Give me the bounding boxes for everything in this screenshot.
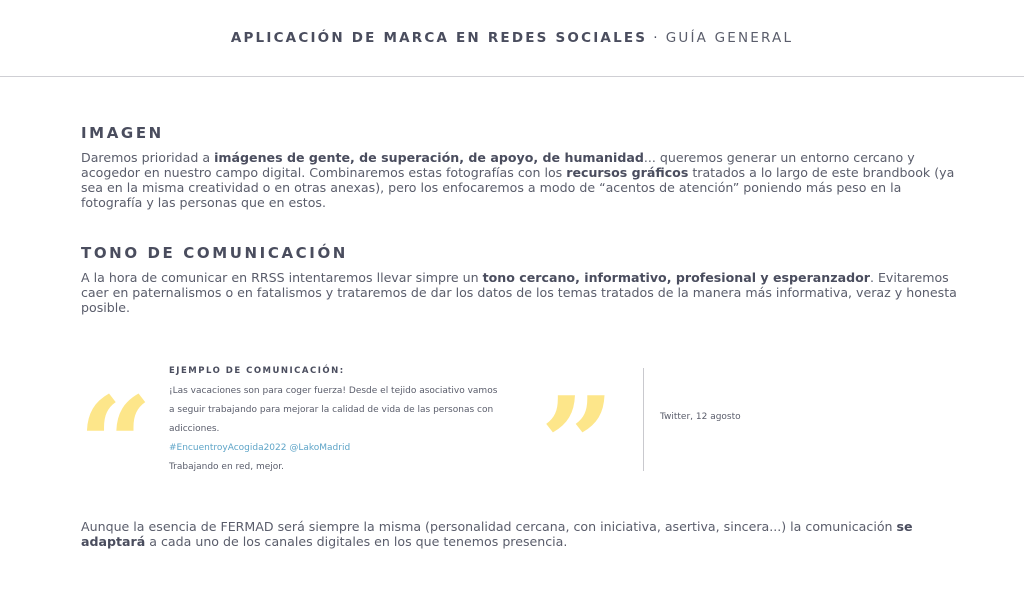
header-separator: · <box>653 30 660 46</box>
text-segment: A la hora de comunicar en RRSS intentaremos llevar simpre un <box>81 270 483 285</box>
section-tono <box>81 244 961 315</box>
text-segment: Aunque la esencia de FERMAD será siempre la misma (personalidad cercana, con iniciativa, asertiva, sincera...) la comunicación <box>81 519 897 534</box>
page-header <box>0 0 1024 77</box>
text-segment: tratados a lo largo de este brandbook (ya sea en la misma creatividad o en otras anexas), pero los enfocaremos a modo de “acentos de atención” poniendo más peso en la fotografía y las personas que en estos. <box>81 165 955 210</box>
section-text <box>81 270 961 315</box>
closing-paragraph <box>81 519 961 549</box>
example-line: ¡Las vacaciones son para coger fuerza! Desde el tejido asociativo vamos <box>169 386 498 396</box>
example-source: Twitter, 12 agosto <box>660 412 741 422</box>
section-imagen <box>81 124 961 210</box>
section-text <box>81 150 961 210</box>
text-bold: tono cercano, informativo, profesional y esperanzador <box>482 270 870 285</box>
example-hashtags: #EncuentroyAcogida2022 @LakoMadrid <box>169 443 351 453</box>
example-line: adicciones. <box>169 424 220 434</box>
example-block <box>169 366 539 477</box>
section-title: IMAGEN <box>81 124 164 142</box>
example-title: EJEMPLO DE COMUNICACIÓN: <box>169 366 345 376</box>
text-segment: Daremos prioridad a <box>81 150 215 165</box>
text-segment: . Evitaremos caer en paternalismos o en fatalismos y trataremos de dar los datos de los temas tratados de la manera más informativa, veraz y honesta posible. <box>81 270 957 315</box>
header-subtitle: GUÍA GENERAL <box>665 30 794 46</box>
text-bold: recursos gráficos <box>566 165 689 180</box>
open-quote-icon: “ <box>78 368 153 521</box>
section-text <box>81 519 961 549</box>
close-quote-icon: ” <box>540 368 615 521</box>
example-line: a seguir trabajando para mejorar la calidad de vida de las personas con <box>169 405 494 415</box>
example-line: Trabajando en red, mejor. <box>169 462 285 472</box>
text-segment: ... queremos generar un entorno cercano y acogedor en nuestro campo digital. Combinaremos estas fotografías con los <box>81 150 915 180</box>
section-title: TONO DE COMUNICACIÓN <box>81 244 348 262</box>
vertical-divider <box>643 368 644 471</box>
header-title: APLICACIÓN DE MARCA EN REDES SOCIALES <box>230 30 648 46</box>
text-bold: imágenes de gente, de superación, de apoyo, de humanidad <box>214 150 644 165</box>
text-bold: se adaptará <box>81 519 913 549</box>
text-segment: a cada uno de los canales digitales en los que tenemos presencia. <box>145 534 568 549</box>
